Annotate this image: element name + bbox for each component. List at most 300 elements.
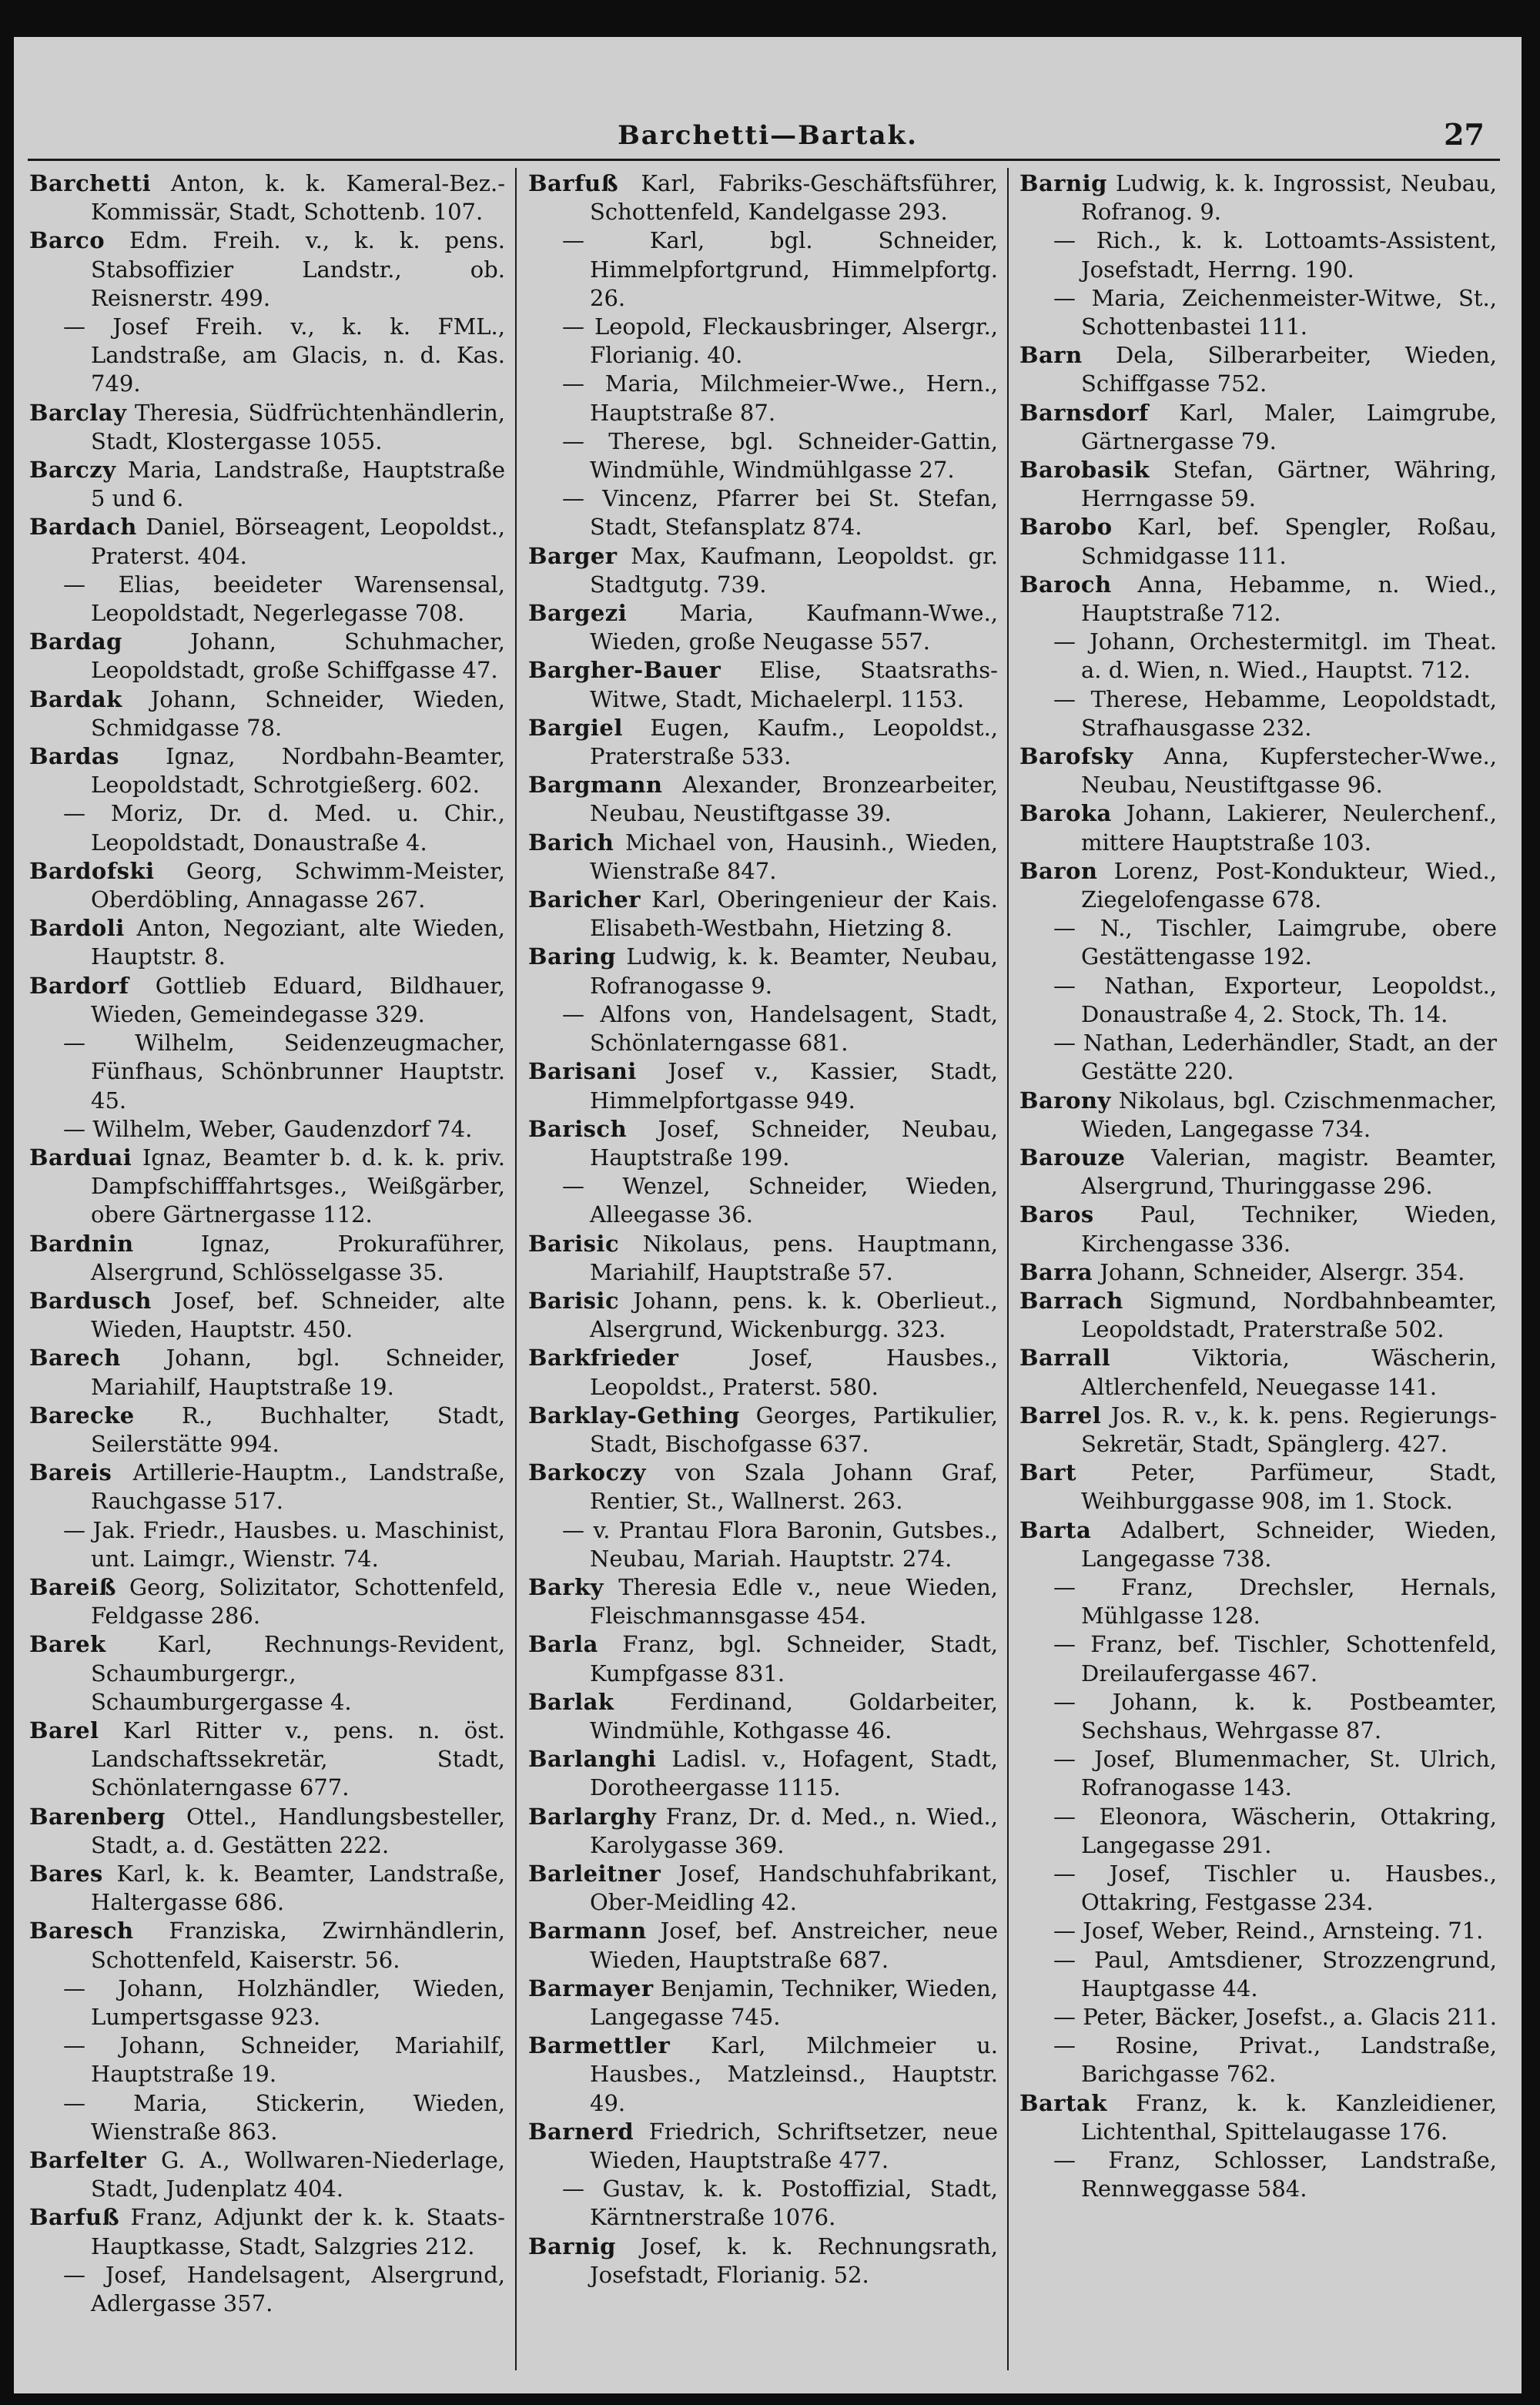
entry-details: Johann, Holzhändler, Wieden, Lumpertsgasse 923. <box>91 1975 505 2030</box>
entry-surname: Barech <box>29 1345 121 1372</box>
entry-surname: Barofsky <box>1019 743 1133 770</box>
directory-entry <box>1019 1201 1497 1258</box>
dash-marker: — <box>63 571 119 598</box>
entry-details: Nathan, Exporteur, Leopoldst., Donaustraße 4, 2. Stock, Th. 14. <box>1081 972 1497 1027</box>
entry-details: Elias, beeideter Warensensal, Leopoldstadt, Negerlegasse 708. <box>91 571 505 627</box>
entry-details: Peter, Parfümeur, Stadt, Weihburggasse 908, im 1. Stock. <box>1081 1459 1497 1515</box>
entry-details: Gottlieb Eduard, Bildhauer, Wieden, Gemeindegasse 329. <box>91 972 505 1027</box>
entry-details: Anna, Kupferstecher-Wwe., Neubau, Neustiftgasse 96. <box>1081 743 1497 799</box>
dash-marker: — <box>63 1115 93 1142</box>
directory-entry <box>528 1287 998 1344</box>
entry-surname: Barklay-Gething <box>528 1402 740 1429</box>
directory-entry <box>29 2203 505 2260</box>
entry-surname: Barobo <box>1019 514 1113 541</box>
entry-details: Alexander, Bronzearbeiter, Neubau, Neustiftgasse 39. <box>590 772 998 827</box>
directory-subentry <box>1019 685 1497 742</box>
directory-entry <box>528 714 998 771</box>
directory-subentry <box>528 484 998 541</box>
directory-entry <box>528 886 998 943</box>
directory-entry <box>528 1057 998 1114</box>
entry-surname: Bardorf <box>29 972 129 999</box>
directory-subentry <box>1019 284 1497 341</box>
dash-marker: — <box>63 2032 120 2059</box>
entry-surname: Barich <box>528 829 614 856</box>
directory-entry <box>1019 2089 1497 2146</box>
entry-surname: Barisch <box>528 1115 628 1142</box>
directory-entry <box>528 1688 998 1745</box>
directory-entry <box>29 1402 505 1459</box>
dash-marker: — <box>1053 1688 1113 1715</box>
column-2 <box>528 169 998 2372</box>
directory-subentry <box>528 427 998 484</box>
entry-details: Jak. Friedr., Hausbes. u. Maschinist, unt. Laimgr., Wienstr. 74. <box>91 1516 505 1572</box>
directory-subentry <box>528 2175 998 2232</box>
directory-entry <box>29 456 505 513</box>
entry-details: Ferdinand, Goldarbeiter, Windmühle, Kothgasse 46. <box>590 1688 998 1743</box>
dash-marker: — <box>1053 1631 1091 1658</box>
entry-surname: Barisic <box>528 1230 620 1257</box>
directory-entry <box>1019 1144 1497 1201</box>
entry-details: G. A., Wollwaren-Niederlage, Stadt, Judenplatz 404. <box>91 2147 505 2202</box>
entry-details: Johann, k. k. Postbeamter, Sechshaus, Wehrgasse 87. <box>1081 1688 1497 1743</box>
entry-surname: Barony <box>1019 1087 1111 1114</box>
entry-surname: Bardnin <box>29 1230 134 1257</box>
entry-details: Josef, Handschuhfabrikant, Ober-Meidling 42. <box>590 1860 998 1916</box>
entry-details: Anton, Negoziant, alte Wieden, Hauptstr. 8. <box>91 915 505 970</box>
entry-surname: Barfelter <box>29 2147 147 2174</box>
entry-details: Jos. R. v., k. k. pens. Regierungs-Sekretär, Stadt, Spänglerg. 427. <box>1081 1402 1497 1457</box>
directory-entry <box>1019 1087 1497 1144</box>
directory-subentry <box>1019 914 1497 971</box>
entry-details: Josef, bef. Anstreicher, neue Wieden, Hauptstraße 687. <box>590 1918 998 1973</box>
directory-subentry <box>528 1516 998 1573</box>
directory-entry <box>1019 1258 1497 1287</box>
directory-entry <box>528 1115 998 1172</box>
entry-details: Franz, Adjunkt der k. k. Staats-Hauptkasse, Stadt, Salzgries 212. <box>91 2204 505 2259</box>
entry-surname: Baroch <box>1019 571 1112 598</box>
directory-entry <box>1019 1402 1497 1459</box>
directory-entry <box>528 599 998 656</box>
entry-details: Elise, Staatsraths-Witwe, Stadt, Michaelerpl. 1153. <box>590 657 998 712</box>
entry-details: Benjamin, Techniker, Wieden, Langegasse 745. <box>590 1975 998 2030</box>
directory-entry <box>528 1803 998 1860</box>
directory-entry <box>528 2232 998 2289</box>
entry-details: Sigmund, Nordbahnbeamter, Leopoldstadt, Praterstraße 502. <box>1081 1287 1497 1343</box>
directory-subentry <box>1019 1860 1497 1917</box>
entry-surname: Barfuß <box>29 2204 120 2231</box>
entry-surname: Barisani <box>528 1058 637 1085</box>
directory-entry <box>528 1860 998 1917</box>
directory-entry <box>1019 1287 1497 1344</box>
entry-surname: Barisic <box>528 1287 620 1314</box>
entry-details: Josef, Hausbes., Leopoldst., Praterst. 580. <box>590 1345 998 1400</box>
entry-surname: Barouze <box>1019 1144 1126 1171</box>
entry-surname: Barta <box>1019 1516 1092 1543</box>
directory-entry <box>528 1745 998 1802</box>
page-number: 27 <box>1444 117 1485 152</box>
directory-entry <box>29 972 505 1029</box>
entry-details: Ladisl. v., Hofagent, Stadt, Dorotheergasse 1115. <box>590 1746 998 1801</box>
entry-surname: Bardach <box>29 514 137 541</box>
directory-entry <box>528 829 998 886</box>
entry-details: Karl, bef. Spengler, Roßau, Schmidgasse 111. <box>1081 514 1497 569</box>
entry-surname: Barky <box>528 1573 604 1600</box>
directory-entry <box>1019 571 1497 628</box>
entry-details: Franz, k. k. Kanzleidiener, Lichtenthal, Spittelaugasse 176. <box>1081 2089 1497 2145</box>
entry-details: Max, Kaufmann, Leopoldst. gr. Stadtgutg. 739. <box>590 542 998 598</box>
directory-entry <box>29 1917 505 1974</box>
entry-details: Johann, pens. k. k. Oberlieut., Alsergrund, Wickenburgg. 323. <box>590 1287 998 1343</box>
entry-details: Franz, Drechsler, Hernals, Mühlgasse 128. <box>1081 1573 1497 1630</box>
dash-marker: — <box>63 1516 93 1543</box>
directory-entry <box>29 1803 505 1860</box>
directory-subentry <box>29 1975 505 2032</box>
directory-entry <box>528 1230 998 1287</box>
entry-details: Georges, Partikulier, Stadt, Bischofgasse 637. <box>590 1402 998 1457</box>
directory-subentry <box>29 1115 505 1144</box>
entry-details: Adalbert, Schneider, Wieden, Langegasse 738. <box>1081 1516 1497 1572</box>
dash-marker: — <box>1053 284 1092 311</box>
directory-entry <box>528 2032 998 2118</box>
entry-surname: Barco <box>29 227 105 254</box>
directory-entry <box>528 1573 998 1630</box>
entry-details: Moriz, Dr. d. Med. u. Chir., Leopoldstadt, Donaustraße 4. <box>91 800 505 856</box>
entry-surname: Bartak <box>1019 2089 1107 2116</box>
directory-subentry <box>528 1172 998 1229</box>
entry-details: von Szala Johann Graf, Rentier, St., Wallnerst. 263. <box>590 1459 998 1515</box>
entry-details: Maria, Stickerin, Wieden, Wienstraße 863. <box>91 2089 505 2145</box>
entry-surname: Barmettler <box>528 2032 671 2059</box>
directory-entry <box>1019 857 1497 914</box>
directory-entry <box>1019 341 1497 398</box>
column-1 <box>29 169 505 2372</box>
directory-entry <box>1019 1344 1497 1401</box>
directory-subentry <box>1019 2003 1497 2032</box>
entry-details: Ignaz, Nordbahn-Beamter, Leopoldstadt, Schrotgießerg. 602. <box>91 743 505 799</box>
entry-details: Friedrich, Schriftsetzer, neue Wieden, Hauptstraße 477. <box>590 2118 998 2174</box>
entry-details: Wilhelm, Weber, Gaudenzdorf 74. <box>92 1115 473 1142</box>
page-header <box>14 114 1522 160</box>
entry-details: Ludwig, k. k. Ingrossist, Neubau, Rofranog. 9. <box>1081 170 1497 226</box>
entry-surname: Barlanghi <box>528 1746 657 1773</box>
entry-surname: Barnsdorf <box>1019 399 1149 426</box>
entry-details: Artillerie-Hauptm., Landstraße, Rauchgasse 517. <box>91 1459 505 1515</box>
column-divider <box>1007 168 1009 2370</box>
directory-entry <box>29 1230 505 1287</box>
entry-details: Josef, Schneider, Neubau, Hauptstraße 199. <box>590 1115 998 1171</box>
entry-details: Franz, Schlosser, Landstraße, Rennweggasse 584. <box>1081 2147 1497 2202</box>
directory-subentry <box>528 313 998 370</box>
directory-entry <box>528 656 998 713</box>
directory-entry <box>1019 169 1497 226</box>
directory-entry <box>528 1975 998 2032</box>
entry-details: Theresia Edle v., neue Wieden, Fleischmannsgasse 454. <box>590 1573 998 1630</box>
entry-surname: Barczy <box>29 457 116 484</box>
dash-marker: — <box>562 1173 623 1200</box>
directory-subentry <box>1019 226 1497 283</box>
directory-entry <box>528 1630 998 1687</box>
dash-marker: — <box>1053 1803 1100 1830</box>
header-rule <box>28 159 1500 161</box>
directory-entry <box>528 1917 998 1974</box>
entry-details: Karl, Milchmeier u. Hausbes., Matzleinsd., Hauptstr. 49. <box>590 2032 998 2116</box>
entry-details: Michael von, Hausinh., Wieden, Wienstraße 847. <box>590 829 998 884</box>
entry-details: Wenzel, Schneider, Wieden, Alleegasse 36. <box>590 1173 998 1228</box>
entry-details: v. Prantau Flora Baronin, Gutsbes., Neubau, Mariah. Hauptstr. 274. <box>590 1516 998 1572</box>
entry-details: Josef, Weber, Reind., Arnsteing. 71. <box>1083 1918 1484 1944</box>
entry-details: Josef, Handelsagent, Alsergrund, Adlergasse 357. <box>91 2261 505 2317</box>
dash-marker: — <box>63 2089 134 2116</box>
entry-details: Josef, Blumenmacher, St. Ulrich, Rofranogasse 143. <box>1081 1746 1497 1801</box>
entry-details: Josef Freih. v., k. k. FML., Landstraße, am Glacis, n. d. Kas. 749. <box>91 313 505 397</box>
dash-marker: — <box>1053 628 1090 655</box>
directory-entry <box>29 1630 505 1717</box>
entry-surname: Bareiß <box>29 1573 117 1600</box>
entry-surname: Bardas <box>29 743 119 770</box>
directory-entry <box>29 399 505 456</box>
entry-surname: Baros <box>1019 1201 1094 1228</box>
entry-details: Rosine, Privat., Landstraße, Barichgasse 762. <box>1081 2032 1497 2088</box>
entry-details: N., Tischler, Laimgrube, obere Gestättengasse 192. <box>1081 915 1497 970</box>
directory-subentry <box>29 1029 505 1115</box>
directory-subentry <box>528 370 998 427</box>
entry-details: Vincenz, Pfarrer bei St. Stefan, Stadt, Stefansplatz 874. <box>590 485 998 541</box>
entry-surname: Barnerd <box>528 2118 634 2145</box>
dash-marker: — <box>1053 1030 1083 1057</box>
directory-subentry <box>1019 1917 1497 1945</box>
entry-surname: Barla <box>528 1631 598 1658</box>
entry-details: Paul, Amtsdiener, Strozzengrund, Hauptgasse 44. <box>1081 1946 1497 2001</box>
entry-details: Dela, Silberarbeiter, Wieden, Schiffgasse 752. <box>1081 342 1497 397</box>
entry-surname: Bargmann <box>528 772 663 799</box>
directory-entry <box>29 226 505 313</box>
dash-marker: — <box>562 1516 594 1543</box>
entry-details: Josef, bef. Schneider, alte Wieden, Hauptstr. 450. <box>91 1287 505 1343</box>
entry-surname: Baron <box>1019 857 1098 884</box>
directory-subentry <box>29 2032 505 2088</box>
entry-details: Johann, bgl. Schneider, Mariahilf, Hauptstraße 19. <box>91 1345 505 1400</box>
directory-entry <box>528 943 998 1000</box>
entry-surname: Barmann <box>528 1918 647 1944</box>
entry-details: Therese, bgl. Schneider-Gattin, Windmühle, Windmühlgasse 27. <box>590 427 998 484</box>
entry-details: Johann, Schneider, Alsergr. 354. <box>1100 1258 1465 1285</box>
directory-entry <box>29 857 505 914</box>
directory-entry <box>29 513 505 570</box>
entry-details: Nikolaus, pens. Hauptmann, Mariahilf, Hauptstraße 57. <box>590 1230 998 1285</box>
entry-details: Edm. Freih. v., k. k. pens. Stabsoffizier Landstr., ob. Reisnerstr. 499. <box>91 227 505 311</box>
directory-entry <box>528 169 998 226</box>
entry-surname: Barleitner <box>528 1860 661 1887</box>
entry-details: Eleonora, Wäscherin, Ottakring, Langegasse 291. <box>1081 1803 1497 1858</box>
directory-subentry <box>29 799 505 856</box>
dash-marker: — <box>63 2261 105 2288</box>
entry-details: Maria, Milchmeier-Wwe., Hern., Hauptstraße 87. <box>590 370 998 426</box>
entry-surname: Barenberg <box>29 1803 166 1830</box>
directory-entry <box>528 542 998 599</box>
directory-subentry <box>1019 1630 1497 1687</box>
entry-details: Theresia, Südfrüchtenhändlerin, Stadt, Klostergasse 1055. <box>91 399 505 454</box>
directory-entry <box>29 1717 505 1803</box>
entry-surname: Barkoczy <box>528 1459 646 1486</box>
entry-details: Josef, k. k. Rechnungsrath, Josefstadt, Florianig. 52. <box>590 2232 998 2288</box>
directory-subentry <box>528 1000 998 1057</box>
dash-marker: — <box>1053 2032 1116 2059</box>
entry-details: Franziska, Zwirnhändlerin, Schottenfeld, Kaiserstr. 56. <box>91 1918 505 1973</box>
directory-subentry <box>1019 628 1497 685</box>
entry-details: Maria, Landstraße, Hauptstraße 5 und 6. <box>91 457 505 512</box>
entry-details: Franz, bef. Tischler, Schottenfeld, Dreilaufergasse 467. <box>1081 1631 1497 1687</box>
directory-subentry <box>1019 1029 1497 1086</box>
column-3 <box>1019 169 1497 2372</box>
directory-subentry <box>1019 2146 1497 2203</box>
entry-details: Nikolaus, bgl. Czischmenmacher, Wieden, Langegasse 734. <box>1081 1087 1497 1142</box>
dash-marker: — <box>1053 227 1096 254</box>
directory-entry <box>29 685 505 742</box>
entry-surname: Barger <box>528 542 618 569</box>
directory-entry <box>1019 799 1497 856</box>
entry-surname: Barel <box>29 1717 99 1743</box>
entry-surname: Barmayer <box>528 1975 654 2001</box>
entry-surname: Bareis <box>29 1459 112 1486</box>
entry-surname: Bardofski <box>29 857 155 884</box>
directory-entry <box>528 771 998 828</box>
entry-details: Maria, Kaufmann-Wwe., Wieden, große Neugasse 557. <box>590 600 998 655</box>
dash-marker: — <box>1053 1918 1083 1944</box>
dash-marker: — <box>562 485 603 512</box>
entry-details: Alfons von, Handelsagent, Stadt, Schönlaterngasse 681. <box>590 1000 998 1057</box>
dash-marker: — <box>1053 915 1100 942</box>
entry-details: Gustav, k. k. Postoffizial, Stadt, Kärntnerstraße 1076. <box>590 2176 998 2231</box>
dash-marker: — <box>1053 685 1091 712</box>
entry-surname: Baring <box>528 943 616 970</box>
entry-details: Wilhelm, Seidenzeugmacher, Fünfhaus, Schönbrunner Hauptstr. 45. <box>91 1030 505 1114</box>
directory-entry <box>29 914 505 971</box>
entry-details: Daniel, Börseagent, Leopoldst., Praterst. 404. <box>91 514 505 569</box>
directory-entry <box>29 1860 505 1917</box>
entry-surname: Baricher <box>528 886 641 913</box>
directory-entry <box>528 1459 998 1516</box>
entry-surname: Barchetti <box>29 170 152 196</box>
entry-details: Ignaz, Beamter b. d. k. k. priv. Dampfschifffahrtsges., Weißgärber, obere Gärtnergasse 112. <box>91 1144 505 1228</box>
entry-surname: Bargher-Bauer <box>528 657 721 684</box>
directory-subentry <box>1019 1946 1497 2003</box>
directory-entry <box>29 628 505 685</box>
directory-page <box>14 37 1522 2393</box>
entry-details: Leopold, Fleckausbringer, Alsergr., Florianig. 40. <box>590 313 998 369</box>
entry-surname: Barrall <box>1019 1345 1111 1372</box>
directory-subentry <box>1019 972 1497 1029</box>
entry-surname: Bardak <box>29 685 122 712</box>
entry-details: Karl, k. k. Beamter, Landstraße, Haltergasse 686. <box>91 1860 505 1916</box>
dash-marker: — <box>562 1000 601 1027</box>
entry-details: R., Buchhalter, Stadt, Seilerstätte 994. <box>91 1402 505 1457</box>
dash-marker: — <box>562 370 605 397</box>
entry-details: Karl, Fabriks-Geschäftsführer, Schottenfeld, Kandelgasse 293. <box>590 170 998 226</box>
dash-marker: — <box>63 1030 136 1057</box>
dash-marker: — <box>1053 1573 1121 1600</box>
entry-surname: Bardag <box>29 628 122 655</box>
entry-details: Viktoria, Wäscherin, Altlerchenfeld, Neuegasse 141. <box>1081 1345 1497 1400</box>
entry-details: Eugen, Kaufm., Leopoldst., Praterstraße 533. <box>590 714 998 770</box>
column-divider <box>515 168 517 2370</box>
entry-details: Anton, k. k. Kameral-Bez.-Kommissär, Stadt, Schottenb. 107. <box>91 170 505 226</box>
directory-subentry <box>1019 1688 1497 1745</box>
entry-details: Karl, Oberingenieur der Kais. Elisabeth-Westbahn, Hietzing 8. <box>590 886 998 942</box>
directory-subentry <box>29 2089 505 2146</box>
directory-entry <box>1019 513 1497 570</box>
entry-details: Josef, Tischler u. Hausbes., Ottakring, Festgasse 234. <box>1081 1860 1497 1916</box>
dash-marker: — <box>63 313 113 340</box>
entry-details: Nathan, Lederhändler, Stadt, an der Gestätte 220. <box>1081 1030 1497 1085</box>
entry-details: Stefan, Gärtner, Währing, Herrngasse 59. <box>1081 457 1497 512</box>
directory-entry <box>1019 1516 1497 1573</box>
entry-surname: Barfuß <box>528 170 619 196</box>
directory-entry <box>1019 742 1497 799</box>
entry-details: Ignaz, Prokuraführer, Alsergrund, Schlösselgasse 35. <box>91 1230 505 1285</box>
directory-subentry <box>1019 1803 1497 1860</box>
entry-details: Georg, Solizitator, Schottenfeld, Feldgasse 286. <box>91 1573 505 1630</box>
dash-marker: — <box>63 1975 119 2001</box>
entry-surname: Bargiel <box>528 714 623 741</box>
entry-surname: Barclay <box>29 399 127 426</box>
entry-surname: Barn <box>1019 342 1083 369</box>
entry-details: Josef v., Kassier, Stadt, Himmelpfortgasse 949. <box>590 1058 998 1114</box>
dash-marker: — <box>1053 2004 1083 2030</box>
entry-surname: Barlarghy <box>528 1803 657 1830</box>
dash-marker: — <box>63 800 111 827</box>
entry-surname: Bares <box>29 1860 103 1887</box>
directory-subentry <box>1019 1573 1497 1630</box>
entry-details: Johann, Orchestermitgl. im Theat. a. d. Wien, n. Wied., Hauptst. 712. <box>1081 628 1497 684</box>
dash-marker: — <box>1053 2147 1109 2174</box>
entry-details: Georg, Schwimm-Meister, Oberdöbling, Annagasse 267. <box>91 857 505 913</box>
dash-marker: — <box>562 313 595 340</box>
entry-surname: Barrel <box>1019 1402 1102 1429</box>
entry-details: Ludwig, k. k. Beamter, Neubau, Rofranogasse 9. <box>590 943 998 999</box>
entry-details: Johann, Lakierer, Neulerchenf., mittere Hauptstraße 103. <box>1081 800 1497 856</box>
directory-entry <box>29 742 505 799</box>
entry-surname: Barrach <box>1019 1287 1123 1314</box>
entry-details: Therese, Hebamme, Leopoldstadt, Strafhausgasse 232. <box>1081 685 1497 741</box>
entry-details: Lorenz, Post-Kondukteur, Wied., Ziegelofengasse 678. <box>1081 857 1497 913</box>
entry-surname: Barnig <box>1019 170 1107 196</box>
entry-details: Ottel., Handlungsbesteller, Stadt, a. d. Gestätten 222. <box>91 1803 505 1858</box>
directory-entry <box>1019 399 1497 456</box>
directory-subentry <box>29 1516 505 1573</box>
dash-marker: — <box>562 427 609 454</box>
running-head: Barchetti—Bartak. <box>618 120 918 151</box>
directory-subentry <box>1019 1745 1497 1802</box>
entry-surname: Barek <box>29 1631 106 1658</box>
directory-entry <box>528 2118 998 2175</box>
directory-entry <box>528 1344 998 1401</box>
entry-details: Johann, Schneider, Wieden, Schmidgasse 78. <box>91 685 505 741</box>
entry-details: Anna, Hebamme, n. Wied., Hauptstraße 712. <box>1081 571 1497 627</box>
dash-marker: — <box>1053 1860 1110 1887</box>
entry-details: Franz, Dr. d. Med., n. Wied., Karolygasse 369. <box>590 1803 998 1858</box>
entry-details: Maria, Zeichenmeister-Witwe, St., Schottenbastei 111. <box>1081 284 1497 340</box>
entry-surname: Bart <box>1019 1459 1076 1486</box>
entry-surname: Barra <box>1019 1258 1093 1285</box>
entry-surname: Barduai <box>29 1144 132 1171</box>
dash-marker: — <box>1053 972 1105 999</box>
directory-entry <box>1019 456 1497 513</box>
entry-details: Karl, bgl. Schneider, Himmelpfortgrund, Himmelpfortg. 26. <box>590 227 998 311</box>
entry-details: Johann, Schuhmacher, Leopoldstadt, große Schiffgasse 47. <box>91 628 505 684</box>
entry-surname: Barkfrieder <box>528 1345 679 1372</box>
dash-marker: — <box>562 227 650 254</box>
directory-entry <box>528 1402 998 1459</box>
